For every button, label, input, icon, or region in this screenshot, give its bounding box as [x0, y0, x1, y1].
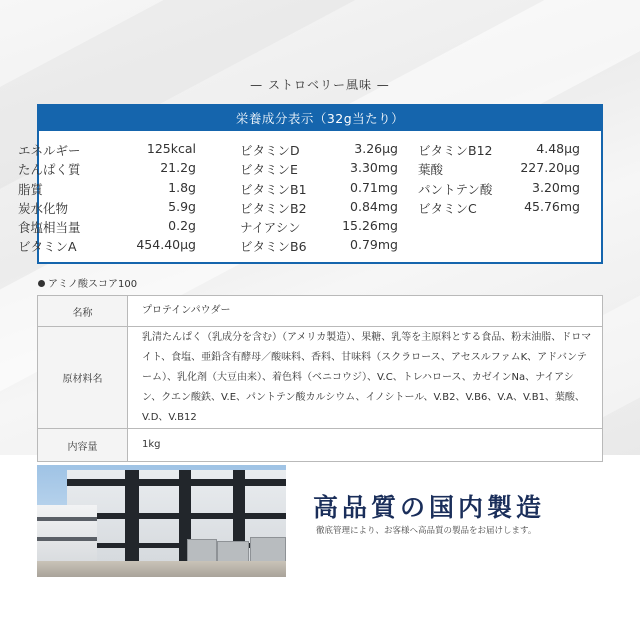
quality-subtitle: 徹底管理により、お客様へ高品質の製品をお届けします。 [316, 526, 537, 536]
factory-annex [37, 505, 97, 562]
product-info-table [37, 295, 603, 462]
flavor-label: — ストロベリー風味 — [250, 78, 390, 92]
nutrient-value: 5.9g [168, 198, 196, 214]
factory-ground [37, 561, 286, 577]
nutrient-row [418, 160, 580, 179]
nutrient-row [240, 141, 398, 160]
nutrient-label: ビタミンA [18, 239, 77, 255]
nutrient-label: パントテン酸 [418, 181, 493, 197]
nutrient-value: 3.30mg [350, 160, 398, 176]
nutrient-value: 0.84mg [350, 198, 398, 214]
nutrient-label: ビタミンC [418, 200, 477, 216]
nutrient-label: ビタミンB1 [240, 181, 307, 197]
nutrient-row [18, 180, 196, 199]
nutrient-row [418, 141, 580, 160]
volume-value: 1kg [128, 429, 603, 462]
nutrition-column-3 [418, 141, 580, 218]
table-row [38, 429, 603, 462]
nutrition-column-1 [18, 141, 196, 257]
nutrient-label: ビタミンB2 [240, 200, 307, 216]
amino-score-text: アミノ酸スコア100 [48, 279, 138, 290]
nutrient-label: 脂質 [18, 181, 44, 197]
nutrient-value: 227.20μg [520, 160, 580, 176]
name-value: プロテインパウダー [128, 296, 603, 327]
nutrient-label: たんぱく質 [18, 162, 81, 178]
nutrient-row [240, 218, 398, 237]
nutrient-row [240, 237, 398, 256]
nutrient-value: 0.71mg [350, 179, 398, 195]
nutrient-row [240, 180, 398, 199]
nutrient-value: 15.26mg [342, 218, 398, 234]
nutrition-column-2 [240, 141, 398, 257]
nutrient-value: 21.2g [160, 160, 196, 176]
nutrient-value: 4.48μg [536, 141, 580, 156]
nutrient-row [18, 141, 196, 160]
nutrient-label: エネルギー [18, 143, 81, 158]
nutrient-label: ビタミンB12 [418, 143, 493, 158]
nutrient-label: ビタミンD [240, 143, 300, 158]
nutrient-row [18, 237, 196, 256]
nutrient-value: 125kcal [146, 141, 196, 156]
nutrient-row [418, 180, 580, 199]
nutrient-value: 45.76mg [524, 198, 580, 214]
table-row [38, 296, 603, 327]
name-header: 名称 [38, 296, 128, 327]
volume-header: 内容量 [38, 429, 128, 462]
nutrient-label: 葉酸 [418, 162, 444, 178]
nutrient-row [240, 160, 398, 179]
nutrient-row [418, 199, 580, 218]
nutrient-value: 454.40μg [136, 237, 196, 253]
nutrient-value: 3.20mg [532, 179, 580, 195]
nutrient-value: 1.8g [168, 179, 196, 195]
nutrient-label: 食塩相当量 [18, 220, 81, 236]
ingredients-value: 乳清たんぱく（乳成分を含む）（アメリカ製造）、果糖、乳等を主原料とする食品、粉末油脂、ドロマイト、食塩、亜鉛含有酵母／酸味料、香料、甘味料（スクラロース、アセスルファムK、アドバンテーム）、乳化剤（大豆由来）、着色料（ベニコウジ）、V.C、トレハロース、カゼインNa、ナイアシン、クエン酸鉄、V.E、パントテン酸カルシウム、イノシトール、V.B2、V.B6、V.A、V.B1、葉酸、V.D、V.B12 [128, 327, 603, 429]
nutrient-value: 3.26μg [354, 141, 398, 156]
ingredients-header: 原材料名 [38, 327, 128, 429]
bullet-icon [38, 280, 45, 287]
nutrition-title: 栄養成分表示（32g当たり） [39, 106, 601, 131]
nutrient-row [240, 199, 398, 218]
quality-heading: 高品質の国内製造 [313, 493, 546, 522]
nutrient-value: 0.79mg [350, 237, 398, 253]
nutrient-value: 0.2g [168, 218, 196, 234]
nutrient-label: ビタミンE [240, 162, 298, 178]
nutrient-row [18, 199, 196, 218]
nutrient-label: ナイアシン [240, 220, 301, 236]
nutrient-label: ビタミンB6 [240, 239, 307, 255]
nutrient-row [18, 160, 196, 179]
nutrient-row [18, 218, 196, 237]
factory-photo [37, 465, 286, 577]
nutrient-label: 炭水化物 [18, 200, 69, 216]
table-row [38, 327, 603, 429]
amino-score-note [38, 275, 137, 290]
